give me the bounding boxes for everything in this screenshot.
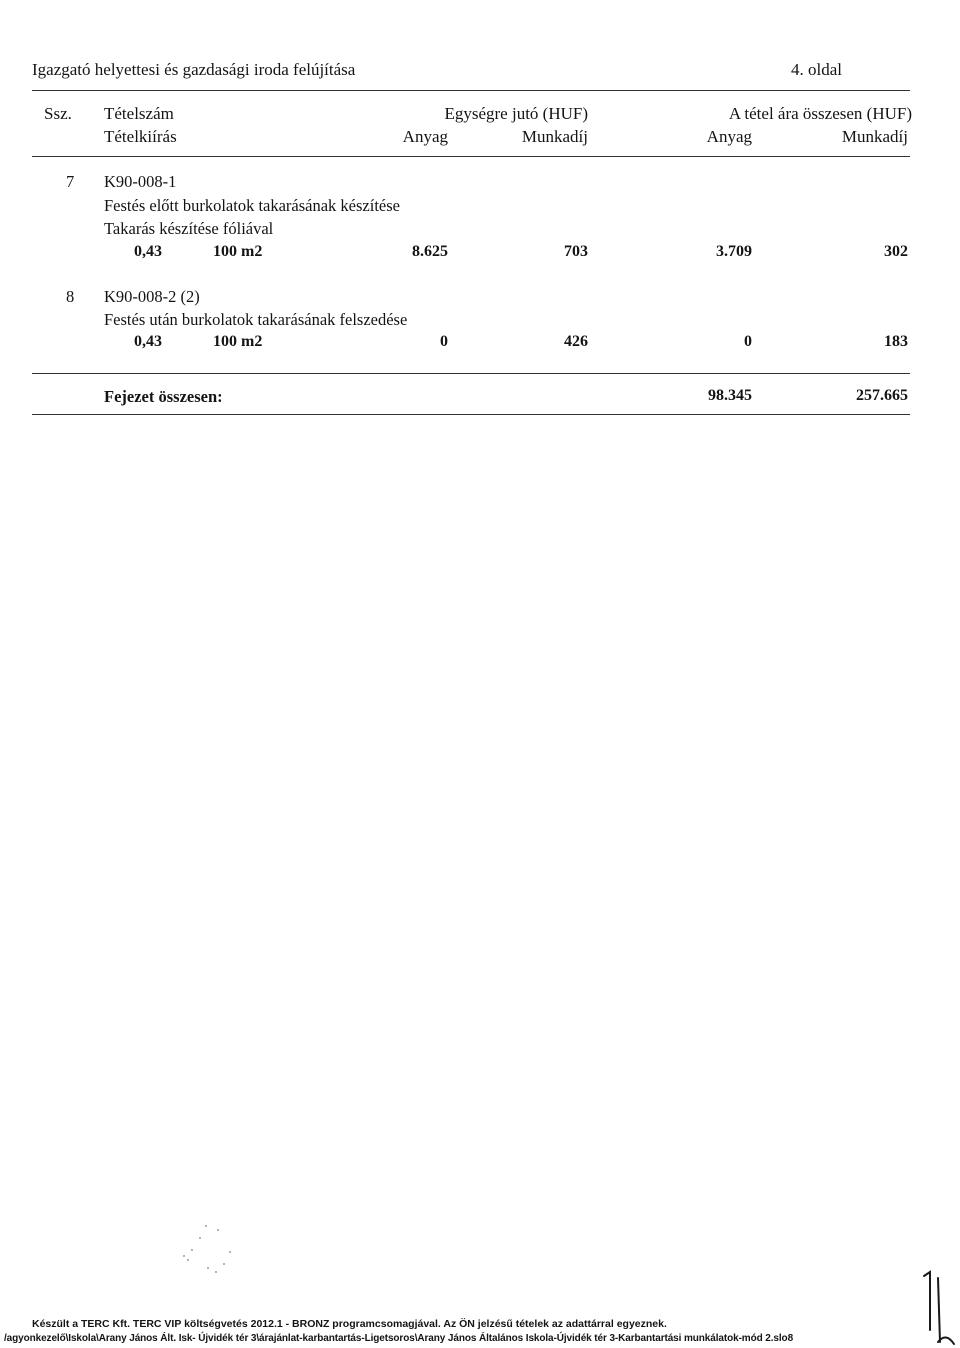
summary-total-anyag: 98.345 [708, 387, 752, 404]
item-quantity: 0,43 [134, 333, 162, 350]
item-unit-anyag: 0 [440, 333, 448, 350]
col-unit-anyag: Anyag [402, 127, 448, 146]
page-number: 4. oldal [791, 60, 842, 79]
footer-credit: Készült a TERC Kft. TERC VIP költségvetés 2012.1 - BRONZ programcsomagjával. Az ÖN jelzésű tételek az adattárral egyeznek. [32, 1318, 667, 1330]
summary-total-munkadij: 257.665 [856, 387, 908, 404]
summary-top-rule [32, 373, 910, 374]
handwritten-signature [918, 1270, 958, 1348]
document-title: Igazgató helyettesi és gazdasági iroda felújítása [32, 60, 356, 79]
col-tetelszam: Tételszám [104, 104, 174, 123]
col-ssz: Ssz. [44, 104, 72, 123]
col-total-munkadij: Munkadíj [841, 127, 908, 146]
item-ssz: 8 [66, 287, 75, 306]
summary-label: Fejezet összesen: [104, 387, 223, 406]
item-description: Festés után burkolatok takarásának felszedése [104, 310, 408, 329]
col-total-anyag: Anyag [706, 127, 752, 146]
item-total-anyag: 3.709 [716, 243, 752, 260]
item-unit: 100 m2 [213, 333, 263, 350]
item-total-munkadij: 183 [884, 333, 908, 350]
column-header-rule [32, 156, 910, 157]
col-total-group: A tétel ára összesen (HUF) [728, 104, 912, 123]
item-code: K90-008-2 (2) [104, 287, 200, 306]
header-rule [32, 90, 910, 91]
item-description-detail: Takarás készítése fóliával [104, 219, 274, 238]
col-tetelkiiras: Tételkiírás [104, 127, 177, 146]
item-quantity: 0,43 [134, 243, 162, 260]
item-unit: 100 m2 [213, 243, 263, 260]
item-unit-munkadij: 703 [564, 243, 588, 260]
col-unit-munkadij: Munkadíj [521, 127, 588, 146]
footer-file-path: /agyonkezelő\Iskola\Arany János Ált. Isk- Újvidék tér 3\árajánlat-karbantartás-Ligetsoros\Arany János Általános Iskola-Újvidék tér 3-Karbantartási munkálatok-mód 2.slo8 [4, 1333, 794, 1344]
item-ssz: 7 [66, 172, 75, 191]
summary-bottom-rule [32, 414, 910, 415]
item-code: K90-008-1 [104, 172, 177, 191]
col-unit-group: Egységre jutó (HUF) [444, 104, 588, 123]
item-total-anyag: 0 [744, 333, 752, 350]
faint-stamp-mark [170, 1220, 240, 1280]
item-unit-anyag: 8.625 [412, 243, 448, 260]
item-total-munkadij: 302 [884, 243, 908, 260]
item-unit-munkadij: 426 [564, 333, 588, 350]
item-description: Festés előtt burkolatok takarásának készítése [104, 196, 400, 215]
